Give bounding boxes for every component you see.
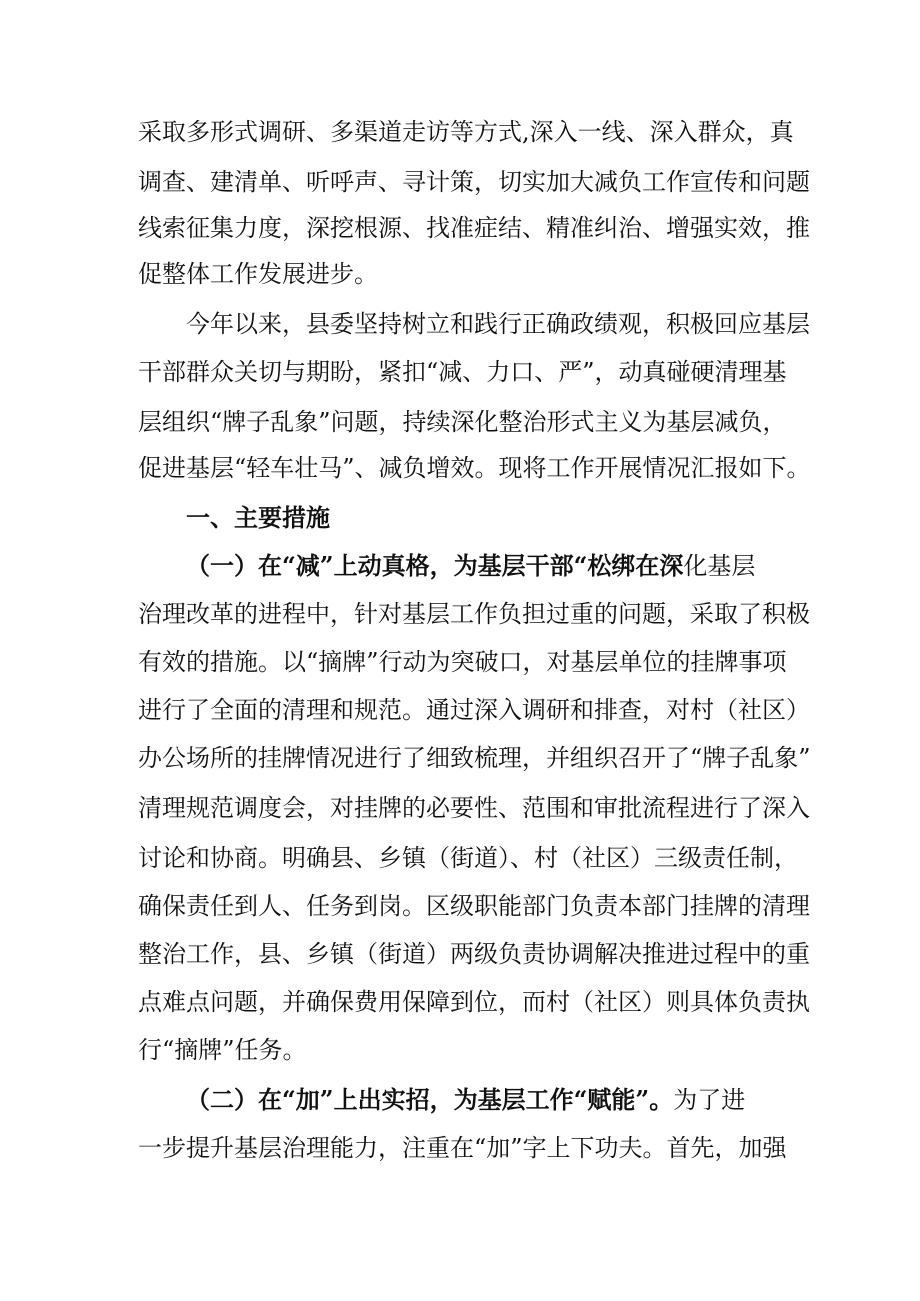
line-text: 有效的措施。以“摘牌”行动为突破口，对基层单位的挂牌事项 [138,648,787,676]
body-line [138,406,787,438]
subsection-line [186,1084,745,1116]
line-text: 进行了全面的清理和规范。通过深入调研和排查，对村（社区） [138,696,810,724]
body-line [138,792,810,824]
body-line [138,842,798,874]
line-text: 确保责任到人、任务到岗。区级职能部门负责本部门挂牌的清理 [138,892,810,920]
line-text: 干部群众关切与期盼，紧扣“减、力口、严”，动真碰硬清理基 [138,358,787,386]
line-text: 为了进 [673,1086,746,1114]
body-line [138,258,378,290]
line-text: 办公场所的挂牌情况进行了细致梳理，并组织召开了“牌子乱象” [138,744,811,772]
subsection-title: （一）在“减”上动真格，为基层干部“松绑在深 [186,551,684,580]
body-line [138,166,810,198]
body-line [186,308,810,340]
line-text: 促进基层“轻车壮马”、减负增效。现将工作开展情况汇报如下。 [138,454,811,482]
body-line [138,452,811,484]
line-text: 采取多形式调研、多渠道走访等方式,深入一线、深入群众，真 [138,118,794,146]
body-line [138,116,794,148]
subsection-line [186,550,755,582]
line-text: 整治工作，县、乡镇（街道）两级负责协调解决推进过程中的重 [138,940,810,968]
body-line [138,356,787,388]
line-text: 今年以来，县委坚持树立和践行正确政绩观，积极回应基层 [186,310,810,338]
body-line [138,986,810,1018]
body-line [138,694,810,726]
subsection-title: （二）在“加”上出实招，为基层工作“赋能”。 [186,1085,674,1114]
line-text: 化基层 [683,552,756,580]
line-text: 行“摘牌”任务。 [138,1036,307,1064]
section-heading [186,502,330,534]
body-line [138,646,787,678]
body-line [138,890,810,922]
line-text: 促整体工作发展进步。 [138,260,378,288]
line-text: 点难点问题，并确保费用保障到位，而村（社区）则具体负责执 [138,988,810,1016]
line-text: 线索征集力度，深挖根源、找准症结、精准纠治、增强实效，推 [138,214,810,242]
body-line [138,742,811,774]
body-line [138,598,810,630]
line-text: 一步提升基层治理能力，注重在“加”字上下功夫。首先，加强 [138,1134,787,1162]
body-line [138,1034,307,1066]
line-text: 讨论和协商。明确县、乡镇（街道）、村（社区）三级责任制， [138,844,798,872]
body-line [138,212,810,244]
body-line [138,938,810,970]
line-text: 调查、建清单、听呼声、寻计策，切实加大减负工作宣传和问题 [138,168,810,196]
heading-text: 一、主要措施 [186,503,330,532]
line-text: 层组织“牌子乱象”问题，持续深化整治形式主义为基层减负， [138,408,787,436]
body-line [138,1132,787,1164]
line-text: 清理规范调度会，对挂牌的必要性、范围和审批流程进行了深入 [138,794,810,822]
line-text: 治理改革的进程中，针对基层工作负担过重的问题，采取了积极 [138,600,810,628]
